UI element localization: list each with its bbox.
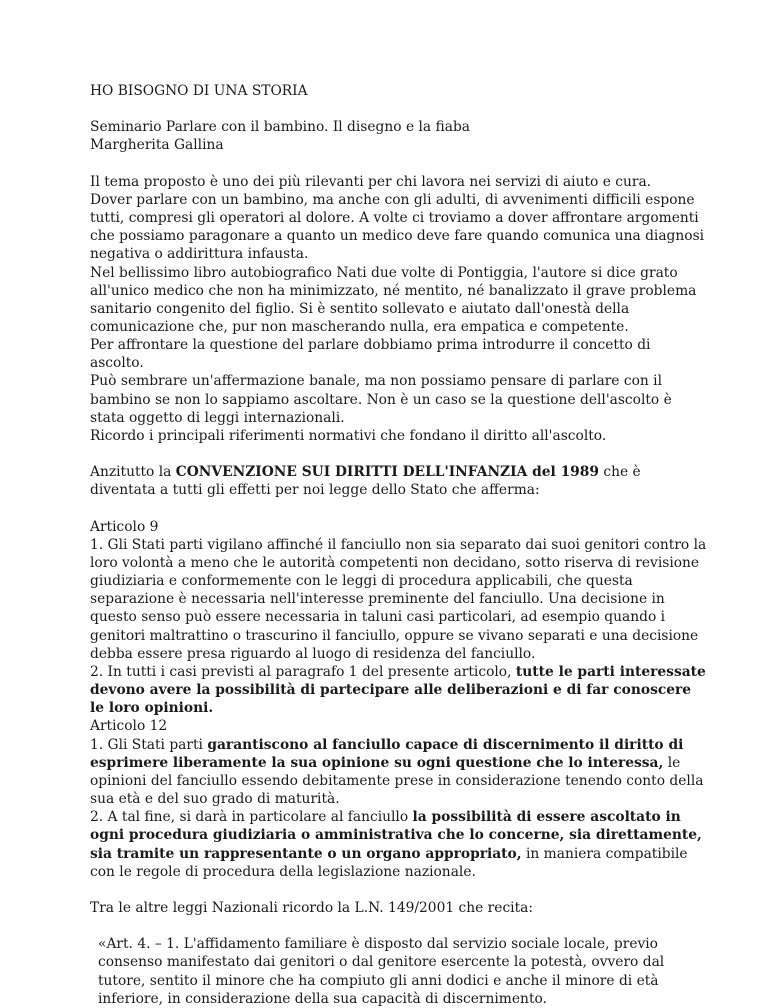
intro-paragraph: Nel bellissimo libro autobiografico Nati due volte di Pontiggia, l'autore si dice grato all'unico medico che non ha minimizzato, né mentito, né banalizzato il grave problema sanitario congenito del figlio. Si è sentito sollevato e aiutato dall'onestà della comunicazione che, pur non mascherando nulla, era empatica e competente. [90, 264, 697, 335]
article-12-paragraph-2 [90, 808, 708, 881]
article-12-p1-bold: garantiscono al fanciullo capace di discernimento il diritto di esprimere liberamente la sua opinione su ogni questione che lo interessa, [90, 736, 684, 771]
article-12-p1-post: le opinioni del fanciullo essendo debitamente prese in considerazione tenendo conto della sua età e del suo grado di maturità. [90, 754, 704, 808]
title-block [90, 82, 708, 100]
intro-paragraph: Può sembrare un'affermazione banale, ma non possiamo pensare di parlare con il bambino se non lo sappiamo ascoltare. Non è un caso se la questione dell'ascolto è stata oggetto di leggi internazionali. [90, 373, 672, 426]
article-9-heading: Articolo 9 [90, 518, 159, 535]
intro-paragraph: Per affrontare la questione del parlare dobbiamo prima introdurre il concetto di ascolto. [90, 337, 651, 372]
article-12-p2-pre: 2. A tal fine, si darà in particolare al fanciullo [90, 809, 413, 826]
article-12-p1-pre: 1. Gli Stati parti [90, 736, 208, 753]
national-laws-paragraph: Tra le altre leggi Nazionali ricordo la L.N. 149/2001 che recita: [90, 899, 534, 916]
article-12-p2-bold: la possibilità di essere ascoltato in ogni procedura giudiziaria o amministrativa che lo concerne, sia direttamente, sia tramite un rappresentante o un organo appropriato, [90, 809, 702, 862]
article-9-p2-bold: tutte le parti interessate devono avere la possibilità di partecipare alle deliberazioni e di far conoscere le loro opinioni. [90, 663, 706, 717]
article-12-p2-post: in maniera compatibile con le regole di procedura della legislazione nazionale. [90, 845, 688, 880]
convention-paragraph [90, 463, 708, 499]
author-name: Margherita Gallina [90, 137, 224, 154]
articles-block [90, 518, 708, 881]
convention-post: che è diventata a tutti gli effetti per noi legge dello Stato che afferma: [90, 464, 641, 499]
national-laws-block [90, 899, 708, 917]
convention-pre: Anzitutto la [90, 464, 176, 481]
intro-paragraph: Ricordo i principali riferimenti normativi che fondano il diritto all'ascolto. [90, 427, 607, 444]
document-title: HO BISOGNO DI UNA STORIA [90, 83, 308, 99]
intro-paragraph: Il tema proposto è uno dei più rilevanti per chi lavora nei servizi di aiuto e cura. [90, 173, 652, 190]
seminar-block [90, 118, 708, 154]
article-9-p2-pre: 2. In tutti i casi previsti al paragrafo 1 del presente articolo, [90, 663, 516, 680]
article-12-paragraph-1 [90, 736, 708, 809]
intro-block [90, 173, 708, 445]
law-quote-block [90, 935, 708, 1008]
convention-name: CONVENZIONE SUI DIRITTI DELL'INFANZIA del 1989 [175, 464, 599, 481]
law-quote: «Art. 4. – 1. L'affidamento familiare è disposto dal servizio sociale locale, previo consenso manifestato dai genitori o dal genitore esercente la potestà, ovvero dal tutore, sentito il minore che ha compiuto gli anni dodici e anche il minore di età inferiore, in considerazione della sua capacità di discernimento. [98, 936, 665, 1007]
article-9-paragraph-1: 1. Gli Stati parti vigilano affinché il fanciullo non sia separato dai suoi genitori contro la loro volontà a meno che le autorità competenti non decidano, sotto riserva di revisione giudiziaria e conformemente con le leggi di procedura applicabili, che questa separazione è necessaria nell'interesse preminente del fanciullo. Una decisione in questo senso può essere necessaria in taluni casi particolari, ad esempio quando i genitori maltrattino o trascurino il fanciullo, oppure se vivano separati e una decisione debba essere presa riguardo al luogo di residenza del fanciullo. [90, 536, 707, 662]
article-9-paragraph-2 [90, 663, 708, 717]
convention-block [90, 463, 708, 499]
intro-paragraph: Dover parlare con un bambino, ma anche con gli adulti, di avvenimenti difficili espone tutti, compresi gli operatori al dolore. A volte ci troviamo a dover affrontare argomenti che possiamo paragonare a quanto un medico deve fare quando comunica una diagnosi negativa o addirittura infausta. [90, 191, 705, 263]
article-12-heading: Articolo 12 [90, 718, 168, 735]
seminar-title: Seminario Parlare con il bambino. Il disegno e la fiaba [90, 119, 471, 136]
